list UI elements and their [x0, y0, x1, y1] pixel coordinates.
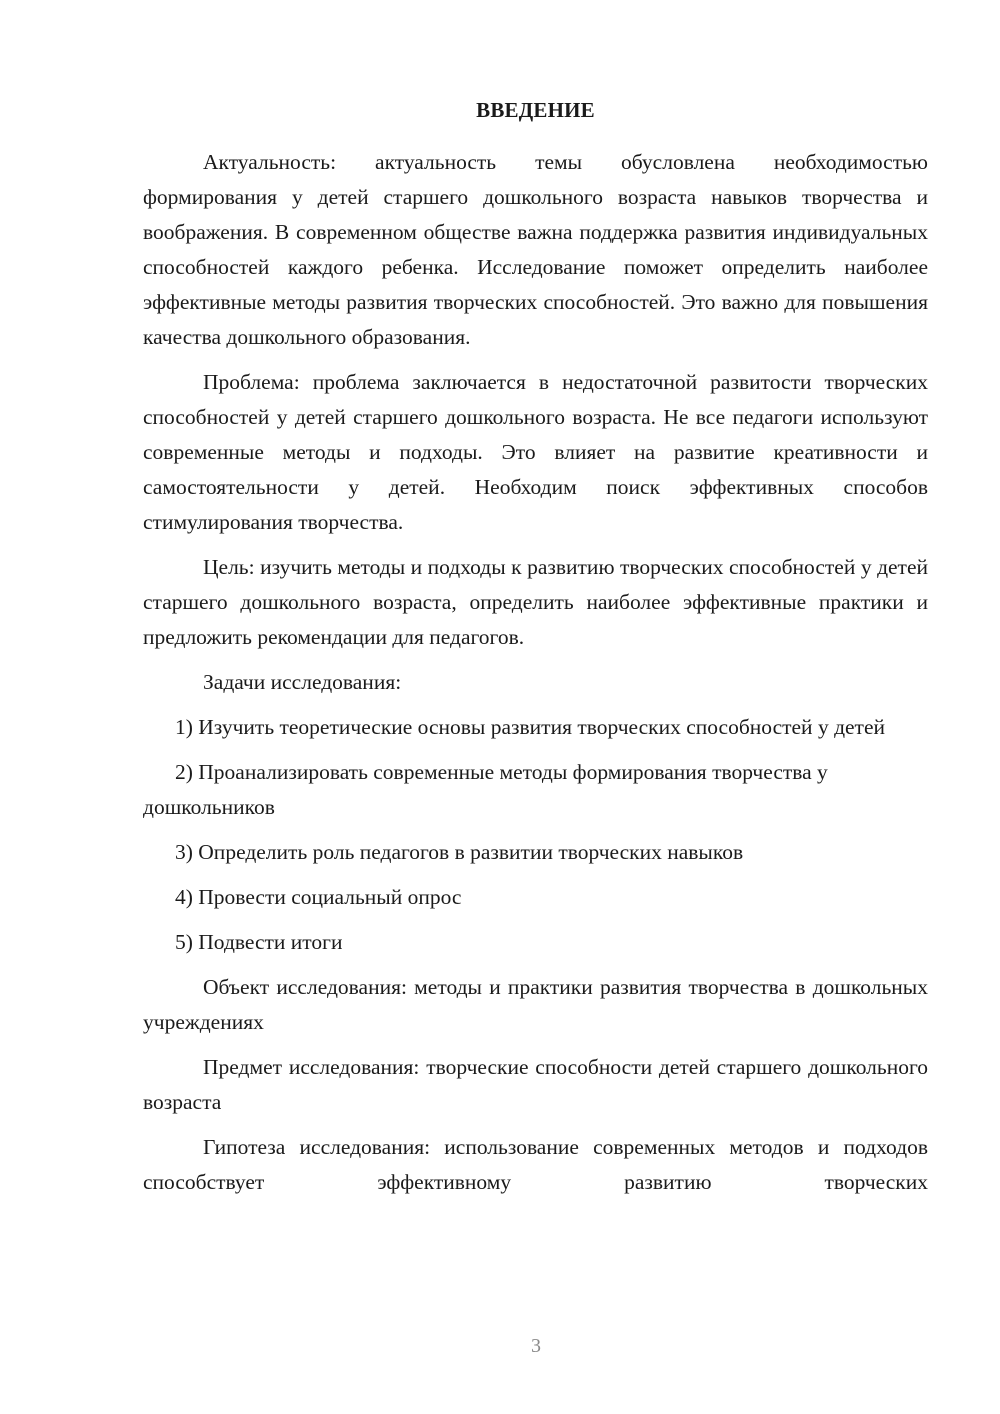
paragraph-relevance: Актуальность: актуальность темы обусловлена необходимостью формирования у детей старшего дошкольного возраста навыков творчества и воображения. В современном обществе важна поддержка развития индивидуальных способностей каждого ребенка. Исследование поможет определить наиболее эффективные методы развития творческих способностей. Это важно для повышения качества дошкольного образования. [143, 150, 928, 349]
section-title: ВВЕДЕНИЕ [476, 98, 595, 122]
paragraph-subject: Предмет исследования: творческие способности детей старшего дошкольного возраста [143, 1055, 928, 1114]
task-item: 1) Изучить теоретические основы развития творческих способностей у детей [175, 715, 885, 739]
page-number: 3 [531, 1335, 541, 1357]
task-item: 3) Определить роль педагогов в развитии творческих навыков [175, 840, 744, 864]
paragraph-hypothesis: Гипотеза исследования: использование современных методов и подходов способствует эффективному развитию творческих [143, 1135, 928, 1194]
task-item: 2) Проанализировать современные методы формирования творчества у дошкольников [143, 760, 828, 819]
paragraph-object: Объект исследования: методы и практики развития творчества в дошкольных учреждениях [143, 975, 928, 1034]
paragraph-problem: Проблема: проблема заключается в недостаточной развитости творческих способностей у детей старшего дошкольного возраста. Не все педагоги используют современные методы и подходы. Это влияет на развитие креативности и самостоятельности у детей. Необходим поиск эффективных способов стимулирования творчества. [143, 370, 928, 534]
page-content [143, 96, 928, 1210]
tasks-heading: Задачи исследования: [203, 670, 402, 694]
task-item: 4) Провести социальный опрос [175, 885, 462, 909]
task-item: 5) Подвести итоги [175, 930, 343, 954]
paragraph-goal: Цель: изучить методы и подходы к развитию творческих способностей у детей старшего дошкольного возраста, определить наиболее эффективные практики и предложить рекомендации для педагогов. [143, 555, 928, 649]
